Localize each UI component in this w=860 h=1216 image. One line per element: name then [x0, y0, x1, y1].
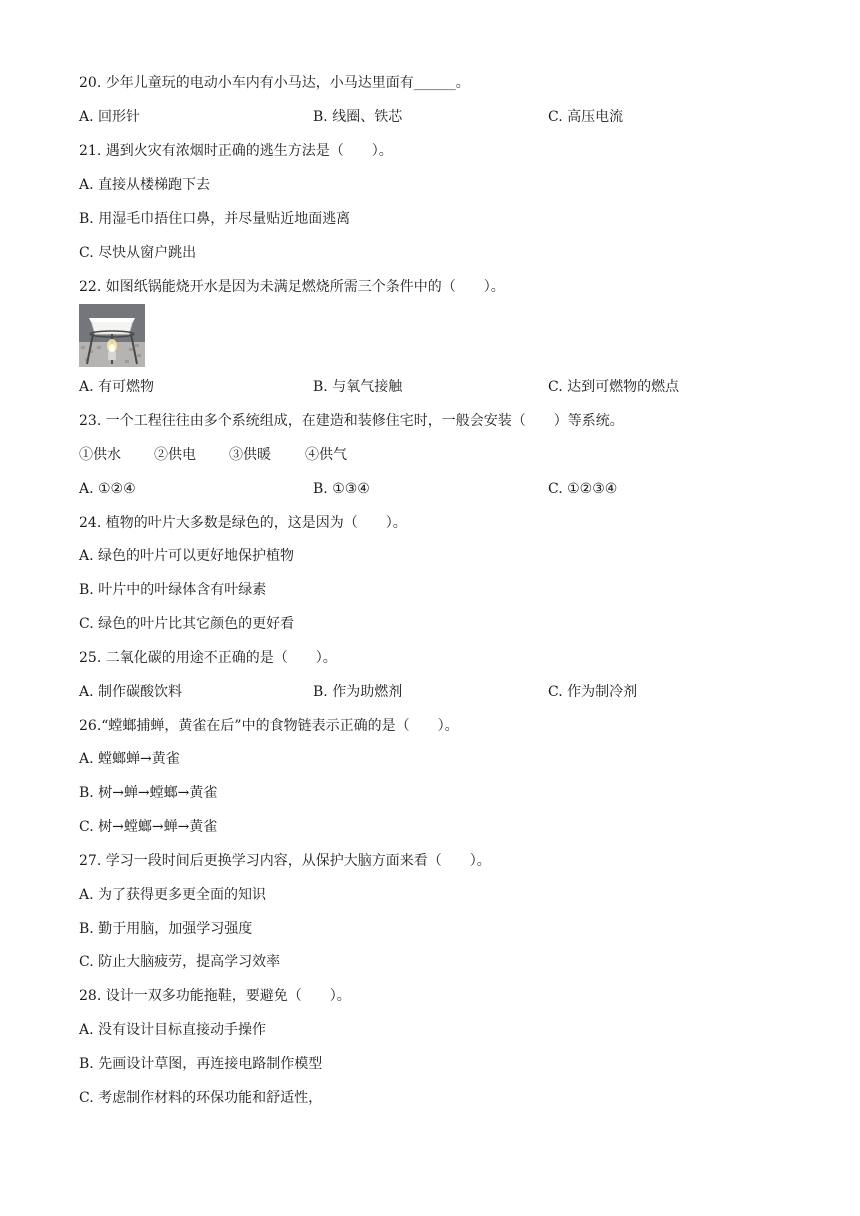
question-25-option-c: C. 作为制冷剂 [548, 684, 638, 700]
question-23-item-2: ②供电 [154, 447, 196, 463]
question-22-option-a: A. 有可燃物 [79, 379, 155, 395]
question-24-option-a: A. 绿色的叶片可以更好地保护植物 [79, 548, 295, 564]
question-25-option-a: A. 制作碳酸饮料 [79, 684, 183, 700]
question-22-option-c: C. 达到可燃物的燃点 [548, 379, 680, 395]
question-27-option-a: A. 为了获得更多更全面的知识 [79, 887, 267, 903]
question-20-option-c: C. 高压电流 [548, 109, 624, 125]
question-24-option-c: C. 绿色的叶片比其它颜色的更好看 [79, 616, 295, 632]
question-23-option-b: B. ①③④ [313, 481, 370, 497]
paper-pot-photo [79, 304, 145, 367]
question-28-option-a: A. 没有设计目标直接动手操作 [79, 1022, 267, 1038]
paper-pot-burning-illustration [79, 304, 145, 367]
question-25-stem: 25. 二氧化碳的用途不正确的是（ ）。 [79, 650, 337, 666]
question-21-option-a: A. 直接从楼梯跑下去 [79, 177, 211, 193]
question-27-stem: 27. 学习一段时间后更换学习内容，从保护大脑方面来看（ ）。 [79, 853, 491, 869]
question-23-stem: 23. 一个工程往往由多个系统组成，在建造和装修住宅时，一般会安装（ ）等系统。 [79, 413, 624, 429]
question-21-stem: 21. 遇到火灾有浓烟时正确的逃生方法是（ ）。 [79, 143, 393, 159]
question-23-item-3: ③供暖 [229, 447, 271, 463]
question-24-stem: 24. 植物的叶片大多数是绿色的，这是因为（ ）。 [79, 515, 407, 531]
question-26-option-a: A. 螳螂蝉→黄雀 [79, 751, 180, 767]
question-28-option-c: C. 考虑制作材料的环保功能和舒适性， [79, 1090, 323, 1106]
question-25-option-b: B. 作为助燃剂 [313, 684, 403, 700]
question-26-option-c: C. 树→螳螂→蝉→黄雀 [79, 819, 218, 835]
question-23-option-a: A. ①②④ [79, 481, 136, 497]
question-20-stem: 20. 少年儿童玩的电动小车内有小马达，小马达里面有______。 [79, 75, 470, 91]
question-26-stem: 26.“螳螂捕蝉，黄雀在后”中的食物链表示正确的是（ ）。 [79, 718, 459, 734]
question-23-option-c: C. ①②③④ [548, 481, 618, 497]
question-23-item-1: ①供水 [79, 447, 121, 463]
question-22-option-b: B. 与氧气接触 [313, 379, 403, 395]
question-20-option-b: B. 线圈、铁芯 [313, 109, 403, 125]
question-21-option-c: C. 尽快从窗户跳出 [79, 245, 197, 261]
question-23-item-4: ④供气 [305, 447, 347, 463]
question-28-stem: 28. 设计一双多功能拖鞋，要避免（ ）。 [79, 988, 351, 1004]
question-28-option-b: B. 先画设计草图，再连接电路制作模型 [79, 1056, 323, 1072]
question-20-option-a: A. 回形针 [79, 109, 141, 125]
question-24-option-b: B. 叶片中的叶绿体含有叶绿素 [79, 582, 267, 598]
question-27-option-b: B. 勤于用脑，加强学习强度 [79, 921, 253, 937]
question-22-stem: 22. 如图纸锅能烧开水是因为未满足燃烧所需三个条件中的（ ）。 [79, 279, 505, 295]
question-21-option-b: B. 用湿毛巾捂住口鼻，并尽量贴近地面逃离 [79, 211, 351, 227]
question-27-option-c: C. 防止大脑疲劳，提高学习效率 [79, 954, 281, 970]
question-26-option-b: B. 树→蝉→螳螂→黄雀 [79, 785, 218, 801]
